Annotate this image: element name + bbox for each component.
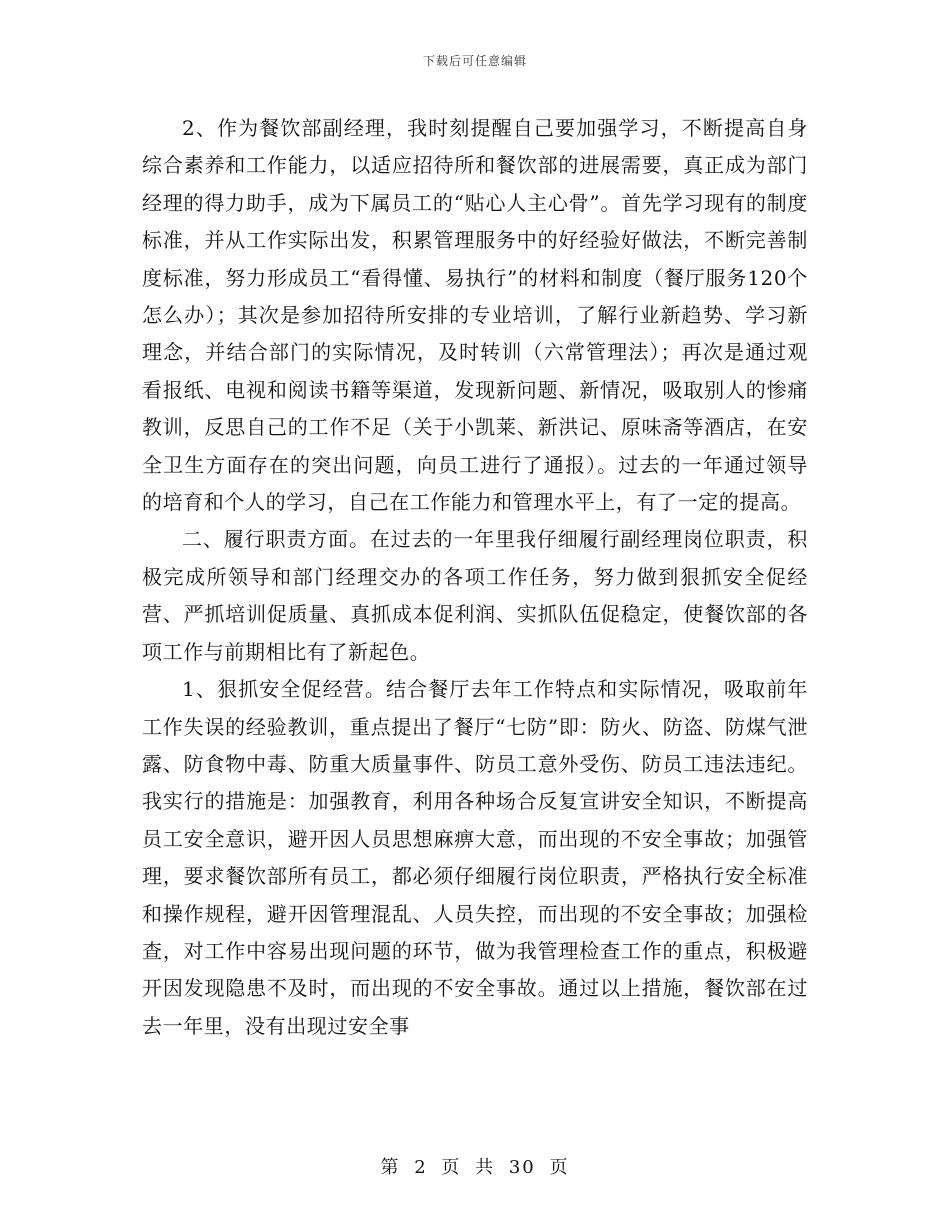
page-number-footer: 第 2 页 共 30 页	[380, 1157, 570, 1178]
paragraph-safety: 1、狠抓安全促经营。结合餐厅去年工作特点和实际情况，吸取前年工作失误的经验教训，重点提出了餐厅“七防”即：防火、防盗、防煤气泄露、防食物中毒、防重大质量事件、防员工意外受伤、防员工违法违纪。我实行的措施是：加强教育，利用各种场合反复宣讲安全知识，不断提高员工安全意识，避开因人员思想麻痹大意，而出现的不安全事故；加强管理，要求餐饮部所有员工，都必须仔细履行岗位职责，严格执行安全标准和操作规程，避开因管理混乱、人员失控，而出现的不安全事故；加强检查，对工作中容易出现问题的环节，做为我管理检查工作的重点，积极避开因发现隐患不及时，而出现的不安全事故。通过以上措施，餐饮部在过去一年里，没有出现过安全事	[142, 677, 808, 1038]
paragraph-duties: 二、履行职责方面。在过去的一年里我仔细履行副经理岗位职责，积极完成所领导和部门经理交办的各项工作任务，努力做到狠抓安全促经营、严抓培训促质量、真抓成本促利润、实抓队伍促稳定，使餐饮部的各项工作与前期相比有了新起色。	[142, 527, 808, 664]
page-header: 下载后可任意编辑	[422, 54, 527, 68]
paragraph-self-study: 2、作为餐饮部副经理，我时刻提醒自己要加强学习，不断提高自身综合素养和工作能力，以适应招待所和餐饮部的进展需要，真正成为部门经理的得力助手，成为下属员工的“贴心人主心骨”。首先学习现有的制度标准，并从工作实际出发，积累管理服务中的好经验好做法，不断完善制度标准，努力形成员工“看得懂、易执行”的材料和制度（餐厅服务120个怎么办）；其次是参加招待所安排的专业培训，了解行业新趋势、学习新理念，并结合部门的实际情况，及时转训（六常管理法）；再次是通过观看报纸、电视和阅读书籍等渠道，发现新问题、新情况，吸取别人的惨痛教训，反思自己的工作不足（关于小凯莱、新洪记、原味斋等酒店，在安全卫生方面存在的突出问题，向员工进行了通报）。过去的一年通过领导的培育和个人的学习，自己在工作能力和管理水平上，有了一定的提高。	[142, 116, 808, 515]
document-body	[142, 110, 808, 1045]
